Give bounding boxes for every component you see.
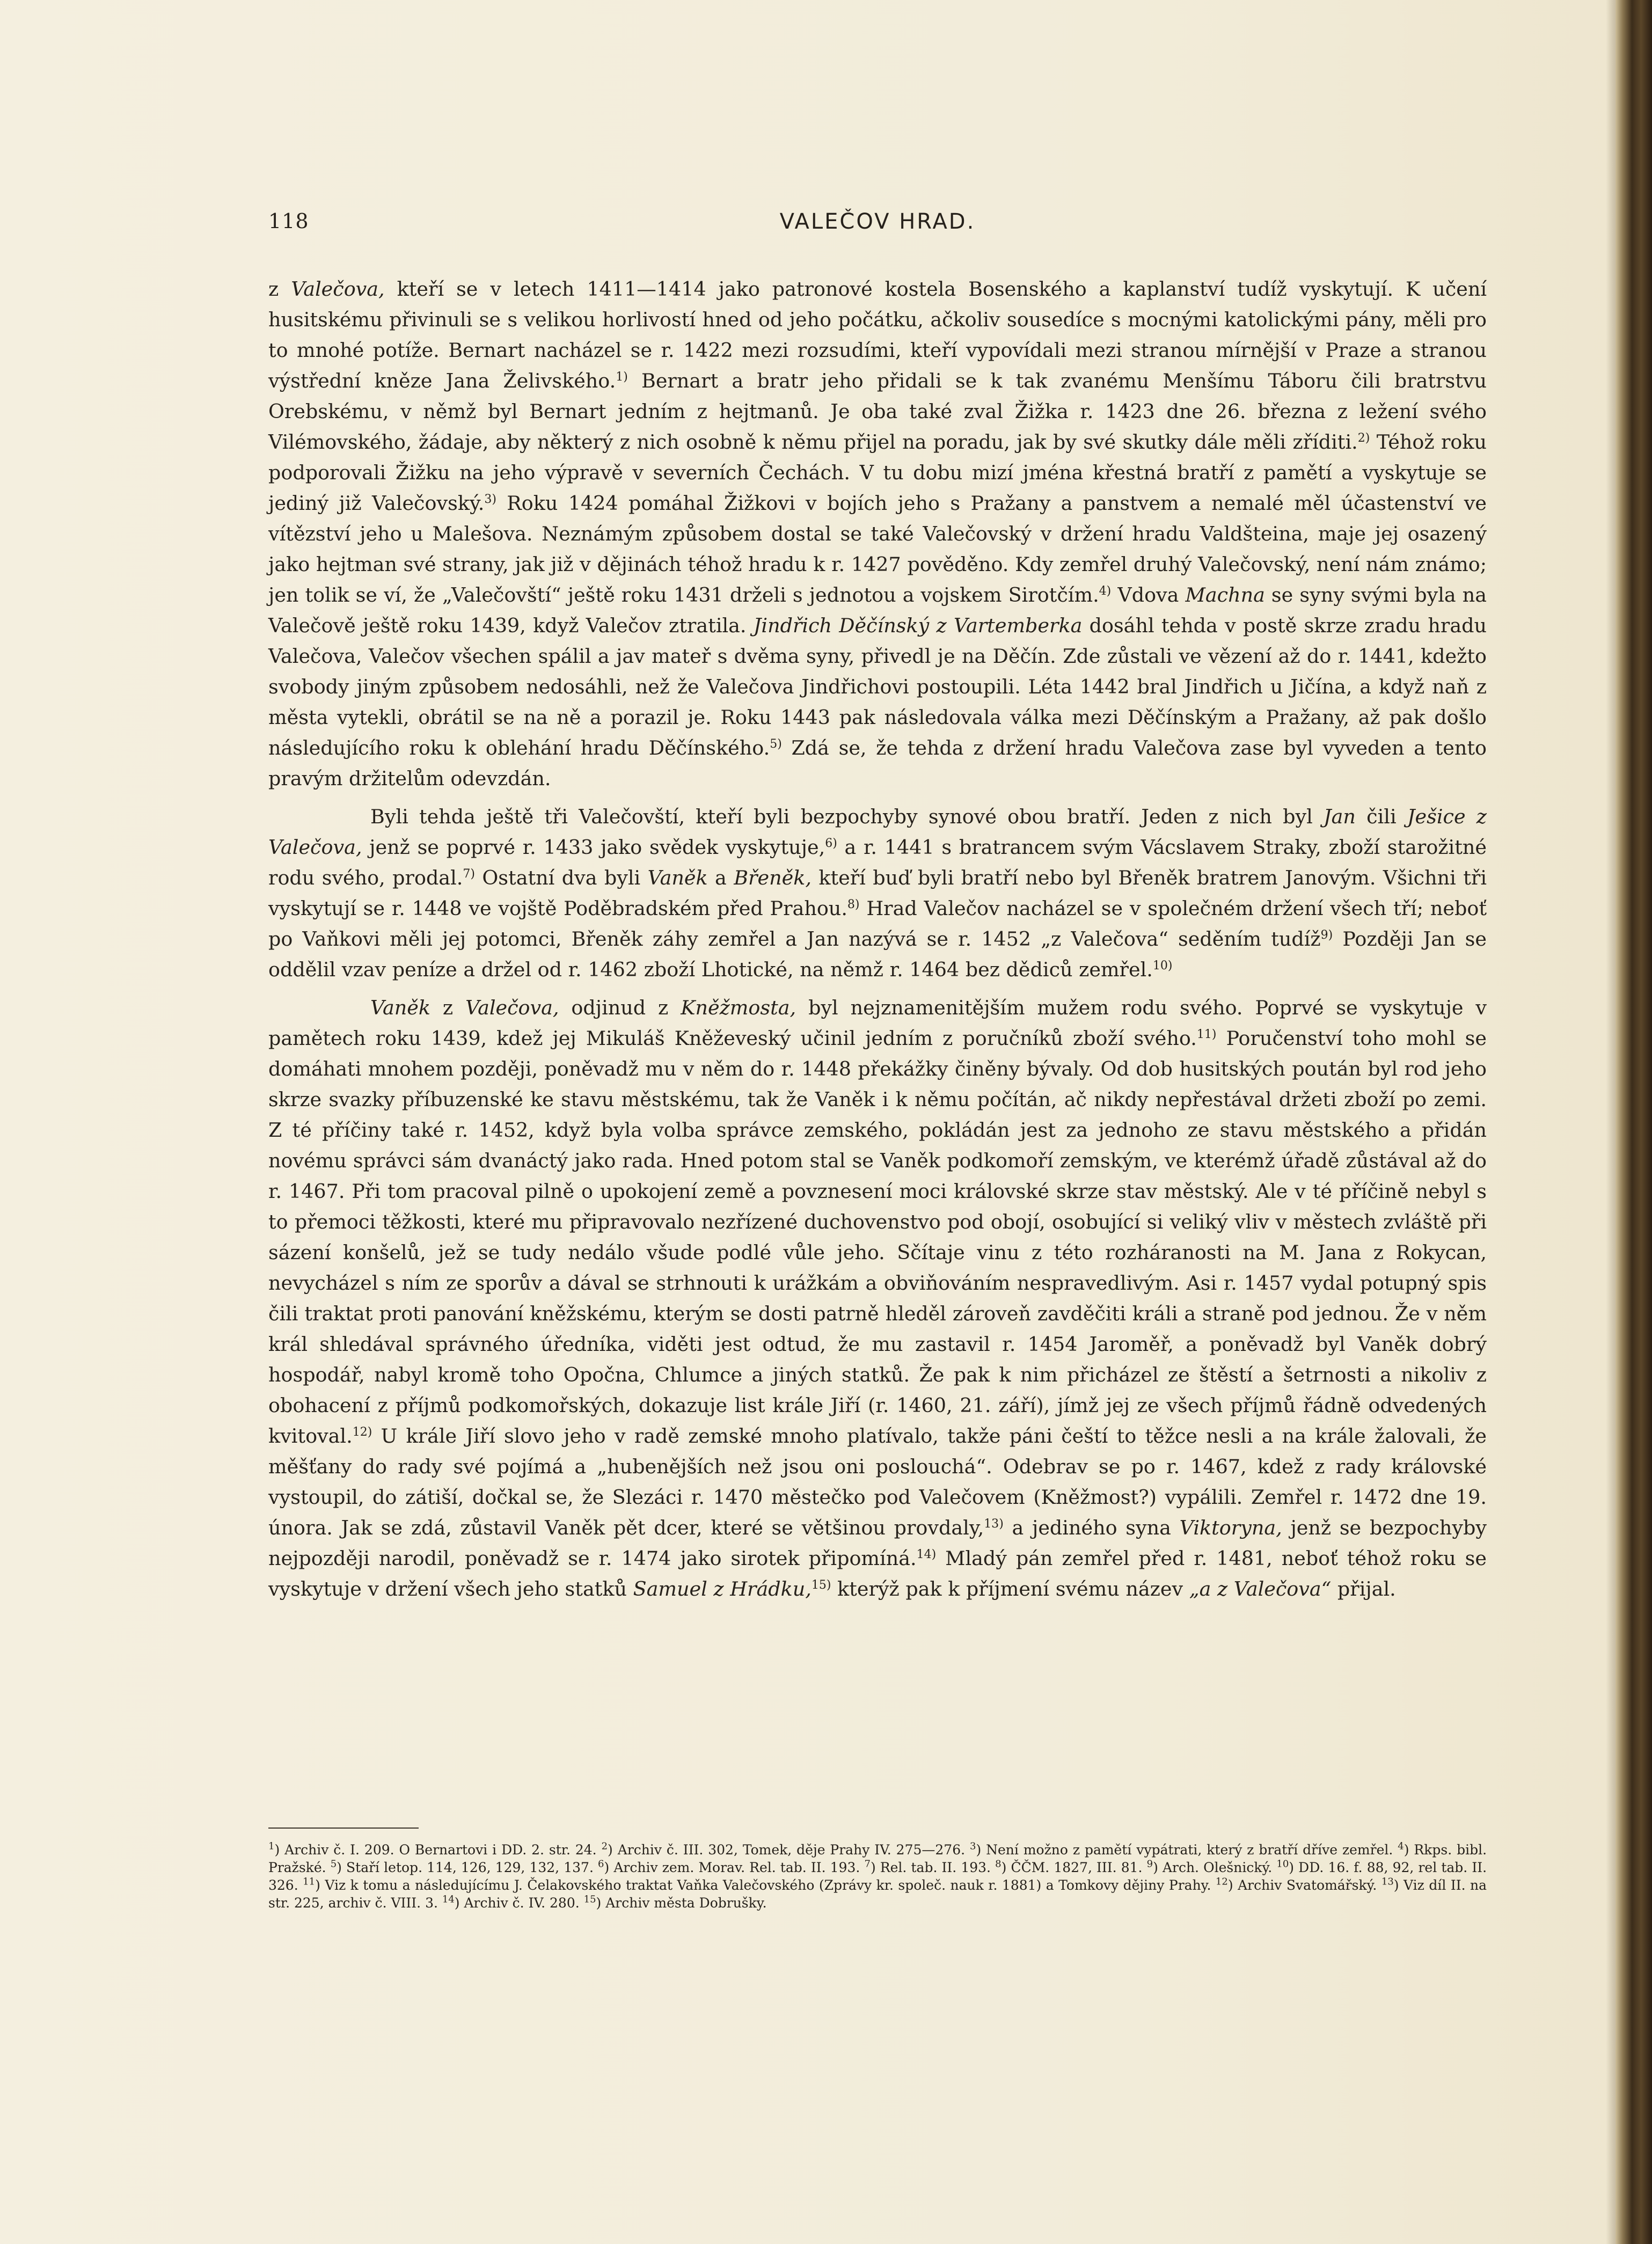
page-header — [268, 209, 1487, 247]
footnote-number: 7 — [864, 1858, 871, 1870]
footnote: $^{11}$) Viz k tomu a následujícímu J. Čelakovského traktat Vaňka Valečovského (Zprávy kr. společ. nauk r. 1881) a Tomkovy dějiny Prahy. — [303, 1876, 1211, 1893]
footnote: $^4$) Rkps. bibl. Pražské. — [268, 1840, 1487, 1875]
paragraph-2 — [268, 801, 1487, 985]
footnote: $^5$) Staří letop. 114, 126, 129, 132, 137. — [330, 1858, 594, 1875]
text-run: a r. 1441 s bratrancem svým Vácslavem Straky, zboží starožitné rodu svého, prodal. — [268, 836, 1487, 889]
footnote-ref-number: 14 — [916, 1547, 932, 1561]
footnote-ref-number: 8 — [847, 897, 855, 911]
italic-name: Valečova, — [465, 996, 559, 1019]
text-run: U krále Jiří slovo jeho v radě zemské mnoho platívalo, takže páni čeští to těžce nesli a na krále žalovali, že měšťany do rady své pojímá a „hubenějších než jsou oni poslouchá“. Odebrav se po r. 1467, kdež z rady královské vystoupil, do zátiší, dočkal se, že Slezáci r. 1470 městečko pod Valečovem (Kněžmost?) vypálili. Zemřel r. 1472 dne 19. února. Jak se zdá, zůstavil Vaněk pět dcer, které se většinou provdaly, — [268, 1424, 1487, 1539]
footnote-number: 15 — [583, 1894, 596, 1905]
text-run: dosáhl tehda v postě skrze zradu hradu Valečova, Valečov všechen spálil a jav mateř s dvěma syny, přivedl je na Děčín. Zde zůstali ve vězení až do r. 1441, kdežto svobody jiným způsobem nedosáhli, než že Valečova Jindřichovi postoupili. Léta 1442 bral Jindřich u Jičína, a když naň z města vytekli, obrátil se na ně a porazil je. Roku 1443 pak následovala válka mezi Děčínským a Pražany, až pak došlo následujícího roku k oblehání hradu Děčínského. — [268, 614, 1487, 759]
running-title: VALEČOV HRAD. — [779, 209, 976, 234]
footnote-number: 13 — [1381, 1876, 1394, 1888]
footnote-ref: 8) — [847, 897, 860, 911]
footnotes — [268, 1841, 1487, 1912]
footnote-text: Rel. tab. II. 193. — [880, 1860, 991, 1875]
footnote-text: Staří letop. 114, 126, 129, 132, 137. — [346, 1860, 594, 1875]
text-run: a jediného syna — [1003, 1516, 1180, 1539]
text-run: kteří buď byli bratří nebo byl Břeněk bratrem Janovým. Všichni tři vyskytují se r. 1448 ve vojště Poděbradském před Prahou. — [268, 866, 1487, 920]
footnote: $^2$) Archiv č. III. 302, Tomek, děje Prahy IV. 275—276. — [601, 1840, 966, 1858]
text-run: jenž se poprvé r. 1433 jako svědek vyskytuje, — [362, 836, 825, 859]
book-spine — [1616, 0, 1652, 2244]
text-run: Poručenství toho mohl se domáhati mnohem později, poněvadž mu v něm do r. 1448 překážky činěny bývaly. Od dob husitských poután byl rod jeho skrze svazky příbuzenské ke stavu městskému, tak že Vaněk i k němu počítán, ač nikdy nepřestával držeti zboží po zemi. Z té příčiny také r. 1452, když byla volba správce zemského, pokládán jest za jednoho ze stavu městského a přidán novému správci sám dvanáctý jako rada. Hned potom stal se Vaněk podkomoří zemským, ve kterémž úřadě zůstával až do r. 1467. Při tom pracoval pilně o upokojení země a povznesení moci královské skrze stav městský. Ale v té příčině nebyl s to přemoci těžkosti, které mu připravovalo nezřízené duchovenstvo pod obojí, osobující si veliký vliv v městech zvláště při sázení konšelů, jež se tudy nedálo všude podlé vůle jeho. Sčítaje vinu z této rozháranosti na M. Jana z Rokycan, nevycházel s ním ze sporův a dával se strhnouti k urážkám a obviňováním nespravedlivým. Asi r. 1457 vydal potupný spis čili traktat proti panování kněžskému, kterým se dosti patrně hleděl zároveň zavděčiti králi a straně pod jednou. Že v něm král shledával správného úředníka, viděti jest odtud, že mu zastavil r. 1454 Jaroměř, a poněvadž byl Vaněk dobrý hospodář, nabyl kromě toho Opočna, Chlumce a jiných statků. Že pak k nim přicházel ze štěstí a šetrnosti a nikoliv z obohacení z příjmů podkomořských, dokazuje list krále Jiří (r. 1460, 21. září), jímž jej ze všech příjmů řádně odvedených kvitoval. — [268, 1027, 1487, 1448]
text-run: přijal. — [1331, 1577, 1396, 1600]
footnote: $^9$) Arch. Olešnický. — [1146, 1858, 1273, 1875]
footnote-number: 12 — [1215, 1876, 1228, 1888]
footnote-ref: 11) — [1196, 1027, 1217, 1041]
italic-name: Valečova, — [291, 277, 385, 301]
footnote-number: 5 — [330, 1858, 337, 1870]
text-run: Mladý pán zemřel před r. 1481, neboť téhož roku se vyskytuje v držení všech jeho statků — [268, 1547, 1487, 1600]
italic-name: Jan — [1324, 805, 1356, 828]
text-run: Téhož roku podporovali Žižku na jeho výpravě v severních Čechách. V tu dobu mizí jména křestná bratří z pamětí a vyskytuje se jediný již Valečovský. — [268, 430, 1487, 515]
italic-name: Viktoryna, — [1179, 1516, 1282, 1539]
footnote: $^7$) Rel. tab. II. 193. — [864, 1858, 991, 1875]
footnote-ref: 5) — [770, 737, 782, 751]
text-run: kterýž pak k příjmení svému název — [831, 1577, 1189, 1600]
italic-name: Ješice z Valečova, — [268, 805, 1487, 859]
footnote: $^{14}$) Archiv č. IV. 280. — [442, 1894, 580, 1911]
footnote-text: Archiv Svatomářský. — [1238, 1877, 1377, 1893]
footnote-number: 9 — [1146, 1858, 1153, 1870]
footnote-ref-number: 15 — [811, 1578, 827, 1592]
footnote-ref: 4) — [1099, 584, 1112, 598]
footnote-ref-number: 7 — [463, 867, 471, 881]
footnote-number: 10 — [1276, 1858, 1289, 1870]
text-run: Vdova — [1111, 583, 1186, 606]
text-run: se syny svými byla na Valečově ještě roku 1439, když Valečov ztratila. — [268, 583, 1487, 637]
footnote-ref-number: 1 — [616, 370, 624, 384]
italic-name: „a z Valečova“ — [1189, 1577, 1332, 1600]
footnote-ref: 9) — [1320, 928, 1333, 942]
footnote-ref-number: 5 — [770, 737, 778, 751]
main-text — [268, 274, 1487, 1612]
footnote-ref-number: 12 — [352, 1425, 368, 1439]
italic-name: Břeněk, — [734, 866, 812, 889]
footnote-text: Archiv č. III. 302, Tomek, děje Prahy IV. 275—276. — [617, 1842, 966, 1858]
footnote-number: 14 — [442, 1894, 455, 1905]
footnote-ref-number: 6 — [825, 836, 833, 850]
italic-name: Vaněk — [370, 996, 430, 1019]
footnote-ref-number: 10 — [1152, 959, 1168, 973]
footnote-number: 6 — [598, 1858, 604, 1870]
text-run: kteří se v letech 1411—1414 jako patronové kostela Bosenského a kaplanství tudíž vyskytují. K učení husitskému přivinuli se s velikou horlivostí hned od jeho počátku, ačkoliv sousedíce s mocnými katolickými pány, měli pro to mnohé potíže. Bernart nacházel se r. 1422 mezi rozsudími, kteří vypovídali mezi stranou mírnější v Praze a stranou výstřední kněze Jana Želivského. — [268, 277, 1487, 392]
footnote: $^{15}$) Archiv města Dobrušky. — [583, 1894, 767, 1911]
text-run: Ostatní dva byli — [474, 866, 648, 889]
footnote-text: Rkps. bibl. Pražské. — [268, 1842, 1487, 1875]
footnote-text: ČČM. 1827, III. 81. — [1011, 1860, 1143, 1875]
text-run: z — [268, 277, 291, 301]
footnote-text: Viz k tomu a následujícímu J. Čelakovského traktat Vaňka Valečovského (Zprávy kr. společ. nauk r. 1881) a Tomkovy dějiny Prahy. — [325, 1877, 1211, 1893]
footnote-separator — [268, 1828, 419, 1829]
text-run: Bernart a bratr jeho přidali se k tak zvanému Menšímu Táboru čili bratrstvu Orebskému, v němž byl Bernart jedním z hejtmanů. Je oba také zval Žižka r. 1423 dne 26. března z ležení svého Vilémovského, žádaje, aby některý z nich osobně k němu přijel na poradu, jak by své skutky dále měli zříditi. — [268, 369, 1487, 454]
footnote-number: 2 — [601, 1840, 608, 1852]
footnote: $^1$) Archiv č. I. 209. O Bernartovi i DD. 2. str. 24. — [268, 1840, 597, 1858]
footnote-ref: 7) — [463, 867, 475, 881]
footnote-text: Viz díl II. na str. 225, archiv č. VIII. 3. — [268, 1877, 1487, 1911]
footnote-ref-number: 13 — [984, 1517, 999, 1531]
footnote-text: Archiv č. IV. 280. — [464, 1895, 580, 1911]
footnote-number: 4 — [1398, 1840, 1404, 1852]
footnote-ref: 1) — [616, 370, 628, 384]
page-gutter-shadow — [1606, 0, 1616, 2244]
italic-name: Jindřich Děčínský z Vartemberka — [753, 614, 1083, 637]
footnote-number: 8 — [995, 1858, 1002, 1870]
text-run: Později Jan se oddělil vzav peníze a držel od r. 1462 zboží Lhotické, na němž r. 1464 bez dědiců zemřel. — [268, 927, 1487, 981]
footnote-ref: 3) — [484, 492, 496, 506]
footnote-number: 3 — [970, 1840, 976, 1852]
text-run: byl nejznamenitějším mužem rodu svého. Poprvé se vyskytuje v pamětech roku 1439, kdež jej Mikuláš Kněževeský učinil jedním z poručníků zboží svého. — [268, 996, 1487, 1050]
footnote: $^3$) Není možno z pamětí vypátrati, který z bratří dříve zemřel. — [970, 1840, 1393, 1858]
footnote: $^{13}$) Viz díl II. na str. 225, archiv č. VIII. 3. — [268, 1876, 1487, 1911]
italic-name: Machna — [1185, 583, 1265, 606]
footnote-text: DD. 16. f. 88, 92, rel tab. II. 326. — [268, 1860, 1487, 1893]
paragraph-3 — [268, 992, 1487, 1604]
footnote-number: 1 — [268, 1840, 275, 1852]
footnote-ref: 13) — [984, 1517, 1004, 1531]
text-run: Byli tehda ještě tři Valečovští, kteří byli bezpochyby synové obou bratří. Jeden z nich byl — [370, 805, 1324, 828]
italic-name: Vaněk — [647, 866, 708, 889]
footnote-number: 11 — [303, 1876, 316, 1888]
footnote-ref: 14) — [916, 1547, 937, 1561]
footnote-text: Není možno z pamětí vypátrati, který z bratří dříve zemřel. — [986, 1842, 1393, 1858]
italic-name: Samuel z Hrádku, — [633, 1577, 812, 1600]
footnote-text: Archiv zem. Morav. Rel. tab. II. 193. — [613, 1860, 860, 1875]
footnote-ref-number: 3 — [484, 492, 492, 506]
footnote-ref-number: 9 — [1320, 928, 1328, 942]
footnote-text: Archiv města Dobrušky. — [605, 1895, 767, 1911]
footnote-ref: 6) — [825, 836, 837, 850]
footnote-ref: 12) — [352, 1425, 372, 1439]
text-run: a — [707, 866, 734, 889]
page-number: 118 — [268, 209, 309, 233]
text-run: Roku 1424 pomáhal Žižkovi v bojích jeho s Pražany a panstvem a nemalé měl účastenství ve vítězství jeho u Malešova. Neznámým způsobem dostal se také Valečovský v držení hradu Valdšteina, maje jej osazený jako hejtman své strany, jak již v dějinách téhož hradu k r. 1427 pověděno. Kdy zemřel druhý Valečovský, není nám známo; jen tolik se ví, že „Valečovští“ ještě roku 1431 drželi s jednotou a vojskem Sirotčím. — [268, 492, 1487, 606]
footnote: $^6$) Archiv zem. Morav. Rel. tab. II. 193. — [598, 1858, 860, 1875]
footnote: $^8$) ČČM. 1827, III. 81. — [995, 1858, 1143, 1875]
italic-name: Kněžmosta, — [681, 996, 796, 1019]
footnote-ref: 10) — [1152, 959, 1173, 973]
footnote-text: Arch. Olešnický. — [1162, 1860, 1273, 1875]
footnote-ref-number: 11 — [1196, 1027, 1212, 1041]
text-run: čili — [1355, 805, 1407, 828]
footnote-ref: 2) — [1357, 431, 1370, 445]
footnote-ref-number: 4 — [1099, 584, 1107, 598]
footnote: $^{12}$) Archiv Svatomářský. — [1215, 1876, 1377, 1893]
footnote-text: Archiv č. I. 209. O Bernartovi i DD. 2. str. 24. — [284, 1842, 597, 1858]
text-run: z — [430, 996, 466, 1019]
text-run: odjinud z — [559, 996, 681, 1019]
paragraph-1 — [268, 274, 1487, 794]
text-run: Hrad Valečov nacházel se v společném držení všech tří; neboť po Vaňkovi měli jej potomci, Břeněk záhy zemřel a Jan nazývá se r. 1452 „z Valečova“ seděním tudíž — [268, 897, 1487, 951]
text-run: Zdá se, že tehda z držení hradu Valečova zase byl vyveden a tento pravým držitelům odevzdán. — [268, 736, 1487, 790]
footnote-ref: 15) — [811, 1578, 831, 1592]
text-run: jenž se bezpochyby nejpozději narodil, poněvadž se r. 1474 jako sirotek připomíná. — [268, 1516, 1487, 1570]
footnote-ref-number: 2 — [1357, 431, 1365, 445]
footnote: $^{10}$) DD. 16. f. 88, 92, rel tab. II. 326. — [268, 1858, 1487, 1893]
